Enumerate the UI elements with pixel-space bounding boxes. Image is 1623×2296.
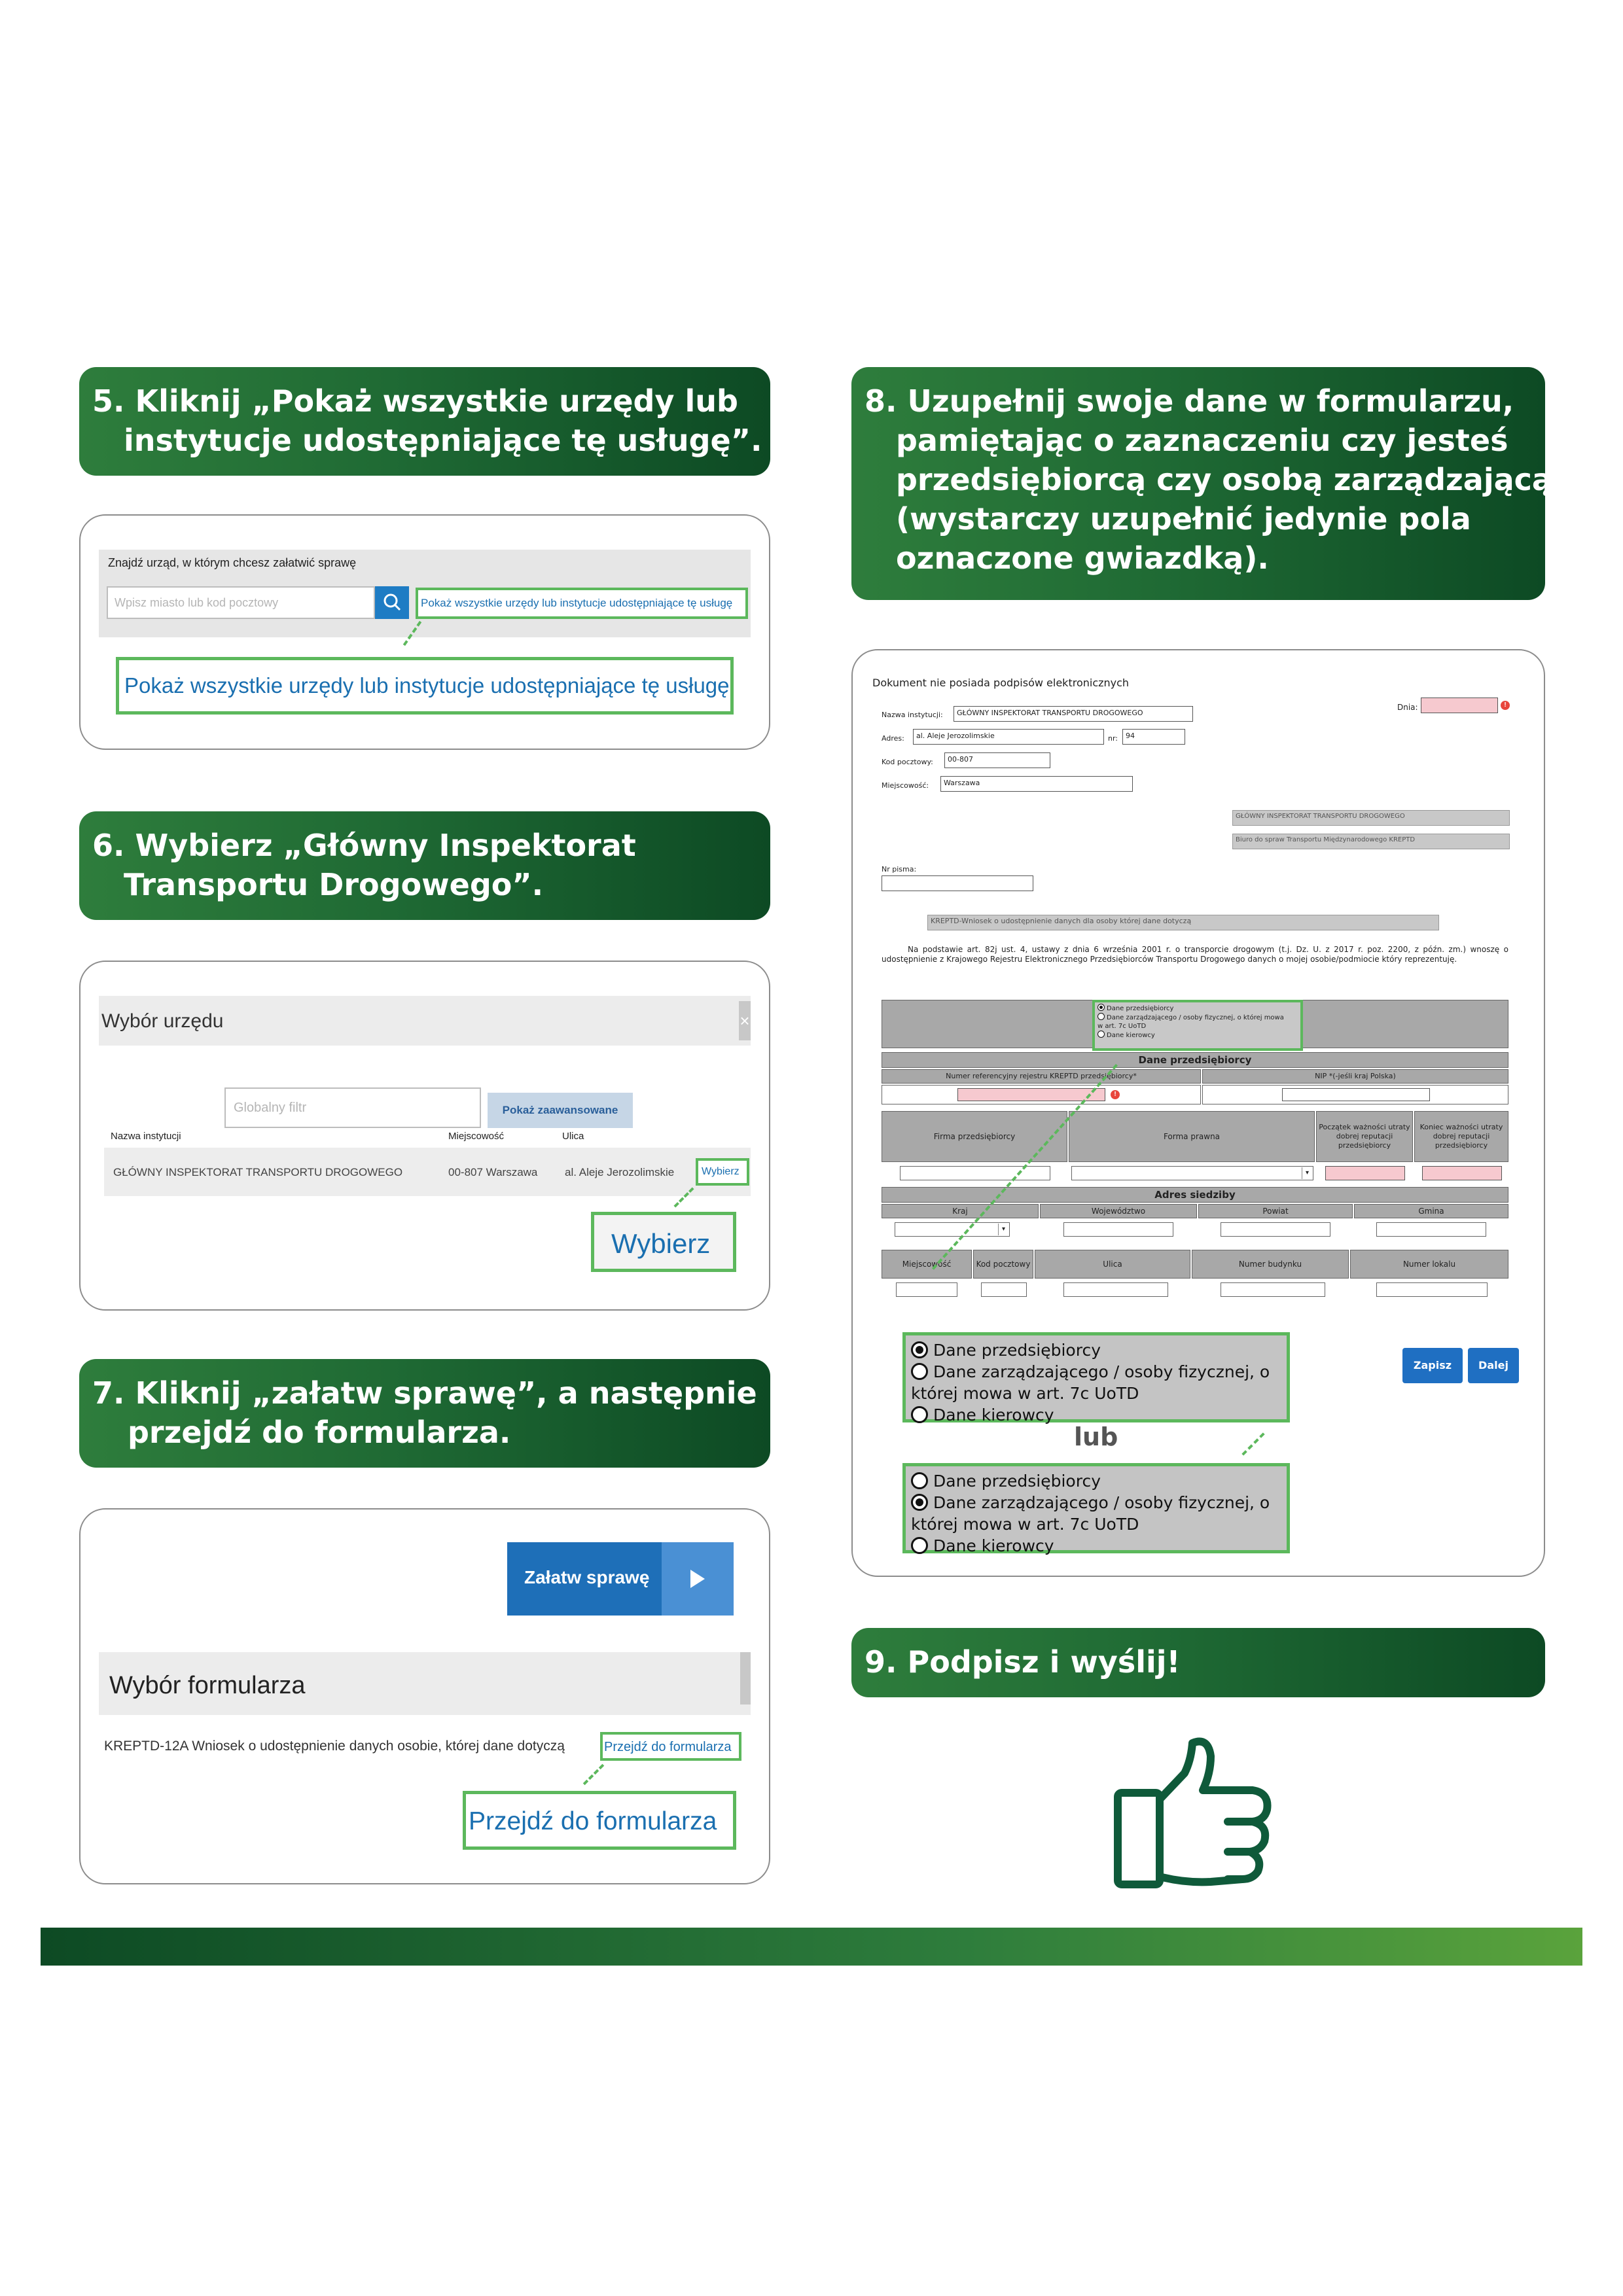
country-select[interactable] xyxy=(895,1222,1010,1237)
legal-form-select[interactable] xyxy=(1071,1166,1313,1180)
radio2-label-b: której mowa w art. 7c UoTD xyxy=(911,1384,1139,1403)
voivodeship-header: Województwo xyxy=(1040,1204,1197,1218)
step6-header xyxy=(79,811,770,920)
handle-matter-button[interactable] xyxy=(507,1542,734,1616)
radio-panel-manager-selected[interactable] xyxy=(902,1463,1290,1553)
form-selection-heading: Wybór formularza xyxy=(109,1672,306,1699)
mini-radio2-label: Dane zarządzającego / osoby fizycznej, o której mowa w art. 7c UoTD xyxy=(1097,1014,1284,1030)
doc-signature-note: Dokument nie posiada podpisów elektronicznych xyxy=(872,677,1130,689)
legal-basis-text: Na podstawie art. 82j ust. 4, ustawy z dnia 6 września 2001 r. o transporcie drogowym (t.j. Dz. U. z 2017 r. poz. 2200, z późn. zm.) wnoszę o udostępnienie z Krajowego Rejestru Elektronicznego Przedsiębiorców Transportu Drogowego danych o mojej osobie/podmiocie który reprezentuję. xyxy=(882,945,1508,964)
search-input[interactable]: Wpisz miasto lub kod pocztowy xyxy=(107,586,375,619)
step5-screenshot-card xyxy=(79,514,770,750)
street-input[interactable] xyxy=(1063,1282,1168,1297)
county-header: Powiat xyxy=(1198,1204,1353,1218)
radio1-label-2: Dane przedsiębiorcy xyxy=(933,1472,1101,1491)
mini-radio-driver[interactable] xyxy=(1097,1031,1300,1040)
show-all-link[interactable]: Pokaż wszystkie urzędy lub instytucje udostępniające tę usługę xyxy=(421,597,733,609)
step7-header xyxy=(79,1359,770,1468)
footer-bar xyxy=(41,1928,1582,1966)
search-label: Znajdź urząd, w którym chcesz załatwić sprawę xyxy=(108,556,357,569)
error-icon: ! xyxy=(1501,701,1510,710)
mini-radio-manager[interactable] xyxy=(1097,1013,1287,1031)
goto-form-link-highlight[interactable] xyxy=(600,1732,741,1761)
city-label: Miejscowość: xyxy=(882,781,929,790)
address-label: Adres: xyxy=(882,734,904,743)
city-field[interactable]: Warszawa xyxy=(940,776,1133,792)
recipient-line2: Biuro do spraw Transportu Międzynarodowego KREPTD xyxy=(1232,834,1510,849)
mini-radio-group[interactable] xyxy=(1092,1000,1303,1051)
recipient-line1: GŁÓWNY INSPEKTORAT TRANSPORTU DROGOWEGO xyxy=(1232,810,1510,826)
step5-header xyxy=(79,367,770,476)
step5-title-line1: 5. Kliknij „Pokaż wszystkie urzędy lub xyxy=(92,383,738,419)
step7-title-line2: przejdź do formularza. xyxy=(128,1415,511,1450)
handle-matter-label: Załatw sprawę xyxy=(524,1567,650,1587)
county-input[interactable] xyxy=(1221,1222,1330,1237)
building-input[interactable] xyxy=(1221,1282,1325,1297)
col-name-header: Nazwa instytucji xyxy=(111,1131,181,1142)
connector-line xyxy=(1241,1432,1264,1455)
step7-screenshot-card xyxy=(79,1508,770,1884)
address-field[interactable]: al. Aleje Jerozolimskie xyxy=(913,729,1104,745)
legal-form-header: Forma prawna xyxy=(1069,1111,1315,1162)
radio-manager-2[interactable] xyxy=(911,1492,1287,1513)
show-all-link-zoom[interactable] xyxy=(116,657,734,715)
company-header: Firma przedsiębiorcy xyxy=(882,1111,1067,1162)
search-icon xyxy=(375,586,409,619)
rep-end-input[interactable] xyxy=(1422,1166,1502,1180)
locality-input[interactable] xyxy=(896,1282,957,1297)
next-button[interactable]: Dalej xyxy=(1468,1348,1519,1383)
nip-header: NIP *(-jeśli kraj Polska) xyxy=(1202,1069,1508,1084)
unit-header: Numer lokalu xyxy=(1350,1250,1508,1279)
select-button-zoom[interactable] xyxy=(591,1212,736,1272)
step9-header xyxy=(851,1628,1545,1697)
building-header: Numer budynku xyxy=(1192,1250,1349,1279)
radio3-label-2: Dane kierowcy xyxy=(933,1536,1054,1555)
step6-title-line1: 6. Wybierz „Główny Inspektorat xyxy=(92,828,636,863)
connector-line xyxy=(583,1764,605,1786)
number-field[interactable]: 94 xyxy=(1122,729,1185,745)
voivodeship-input[interactable] xyxy=(1063,1222,1173,1237)
goto-form-zoom[interactable] xyxy=(463,1791,736,1850)
or-label: lub xyxy=(1074,1422,1118,1451)
radio-panel-entrepreneur-selected[interactable] xyxy=(902,1332,1290,1422)
street-header: Ulica xyxy=(1035,1250,1190,1279)
number-label: nr: xyxy=(1108,734,1118,743)
company-input[interactable] xyxy=(900,1166,1050,1180)
step6-title-line2: Transportu Drogowego”. xyxy=(124,867,544,902)
radio-entrepreneur[interactable] xyxy=(911,1339,1287,1361)
show-advanced-button[interactable]: Pokaż zaawansowane xyxy=(488,1093,633,1128)
radio3-label: Dane kierowcy xyxy=(933,1405,1054,1424)
step7-title-line1: 7. Kliknij „załatw sprawę”, a następnie xyxy=(92,1375,757,1411)
radio2-label-a: Dane zarządzającego / osoby fizycznej, o xyxy=(933,1362,1270,1381)
country-header: Kraj xyxy=(882,1204,1039,1218)
institution-label: Nazwa instytucji: xyxy=(882,711,943,719)
letter-number-field[interactable] xyxy=(882,875,1033,891)
nip-input[interactable] xyxy=(1282,1088,1430,1101)
radio-unchecked-icon xyxy=(911,1363,928,1380)
select-link[interactable]: Wybierz xyxy=(702,1166,740,1177)
radio-driver-2[interactable] xyxy=(911,1535,1287,1557)
postcode-label: Kod pocztowy: xyxy=(882,758,933,766)
postcode-field[interactable]: 00-807 xyxy=(944,752,1050,768)
letter-number-label: Nr pisma: xyxy=(882,865,917,874)
step8-title-line3: przedsiębiorcą czy osobą zarządzającą xyxy=(896,462,1552,497)
address-section-header: Adres siedziby xyxy=(882,1187,1508,1203)
step9-title: 9. Podpisz i wyślij! xyxy=(865,1644,1181,1680)
select-zoom-text[interactable]: Wybierz xyxy=(611,1228,711,1259)
mini-radio-entrepreneur[interactable] xyxy=(1097,1004,1300,1013)
step8-header xyxy=(851,367,1552,600)
locality-header: Miejscowość xyxy=(882,1250,972,1279)
mini-radio1-label: Dane przedsiębiorcy xyxy=(1107,1005,1174,1012)
radio2-label-b-2: której mowa w art. 7c UoTD xyxy=(911,1515,1139,1534)
rep-end-header: Koniec ważności utraty dobrej reputacji przedsiębiorcy xyxy=(1414,1111,1508,1162)
step8-title-line5: oznaczone gwiazdką). xyxy=(896,540,1269,576)
row-street: al. Aleje Jerozolimskie xyxy=(565,1166,675,1178)
dialog-title: Wybór urzędu xyxy=(101,1010,224,1032)
step8-title-line1: 8. Uzupełnij swoje dane w formularzu, xyxy=(865,383,1514,419)
form-description: KREPTD-12A Wniosek o udostępnienie danych osobie, której dane dotyczą xyxy=(104,1739,565,1754)
date-field[interactable] xyxy=(1421,698,1498,713)
commune-header: Gmina xyxy=(1354,1204,1508,1218)
select-link-highlight[interactable] xyxy=(696,1158,749,1186)
step8-form-card xyxy=(851,649,1545,1577)
show-all-link-zoom-text[interactable]: Pokaż wszystkie urzędy lub instytucje udostępniające tę usługę xyxy=(124,673,730,698)
mini-radio3-label: Dane kierowcy xyxy=(1107,1032,1155,1039)
radio-checked-icon xyxy=(911,1494,928,1511)
commune-input[interactable] xyxy=(1376,1222,1486,1237)
radio-entrepreneur-2[interactable] xyxy=(911,1470,1287,1492)
thumbs-up-icon xyxy=(1113,1734,1289,1891)
radio-unchecked-icon xyxy=(911,1472,928,1489)
ref-no-header: Numer referencyjny rejestru KREPTD przedsiębiorcy* xyxy=(882,1069,1201,1084)
institution-field[interactable]: GŁÓWNY INSPEKTORAT TRANSPORTU DROGOWEGO xyxy=(954,706,1193,722)
date-label: Dnia: xyxy=(1397,703,1418,712)
play-arrow-icon xyxy=(662,1542,734,1616)
radio-unchecked-icon xyxy=(911,1537,928,1554)
close-icon[interactable]: × xyxy=(739,1001,751,1040)
row-city: 00-807 Warszawa xyxy=(448,1166,538,1178)
radio-manager[interactable] xyxy=(911,1361,1287,1383)
rep-start-header: Początek ważności utraty dobrej reputacji przedsiębiorcy xyxy=(1316,1111,1413,1162)
radio-unchecked-icon xyxy=(911,1406,928,1423)
search-button[interactable] xyxy=(375,586,409,619)
step8-title-line2: pamiętając o zaznaczeniu czy jesteś xyxy=(896,423,1508,458)
row-name: GŁÓWNY INSPEKTORAT TRANSPORTU DROGOWEGO xyxy=(113,1166,403,1178)
chevron-down-icon[interactable]: ▾ xyxy=(998,1224,1008,1235)
unit-input[interactable] xyxy=(1376,1282,1488,1297)
radio2-label-a-2: Dane zarządzającego / osoby fizycznej, o xyxy=(933,1493,1270,1512)
save-button[interactable]: Zapisz xyxy=(1402,1348,1463,1383)
radio1-label: Dane przedsiębiorcy xyxy=(933,1341,1101,1360)
entrepreneur-section-header: Dane przedsiębiorcy xyxy=(882,1052,1508,1068)
rep-start-input[interactable] xyxy=(1325,1166,1405,1180)
step5-title-line2: instytucje udostępniające tę usługę”. xyxy=(124,423,762,458)
global-filter-input[interactable]: Globalny filtr xyxy=(224,1087,481,1128)
postcode-header: Kod pocztowy xyxy=(973,1250,1033,1279)
step6-screenshot-card xyxy=(79,961,770,1311)
error-icon: ! xyxy=(1111,1090,1120,1099)
col-street-header: Ulica xyxy=(562,1131,584,1142)
show-all-link-highlight[interactable] xyxy=(416,588,748,619)
step8-title-line4: (wystarczy uzupełnić jedynie pola xyxy=(896,501,1471,537)
postcode-input[interactable] xyxy=(981,1282,1027,1297)
chevron-down-icon[interactable]: ▾ xyxy=(1302,1167,1312,1179)
scrollbar[interactable] xyxy=(740,1652,751,1704)
radio-checked-icon xyxy=(911,1341,928,1358)
subject-field: KREPTD-Wniosek o udostępnienie danych dla osoby której dane dotyczą xyxy=(927,915,1439,930)
goto-form-zoom-text[interactable]: Przejdź do formularza xyxy=(469,1807,717,1835)
goto-form-link[interactable]: Przejdź do formularza xyxy=(604,1740,732,1754)
col-city-header: Miejscowość xyxy=(448,1131,505,1142)
